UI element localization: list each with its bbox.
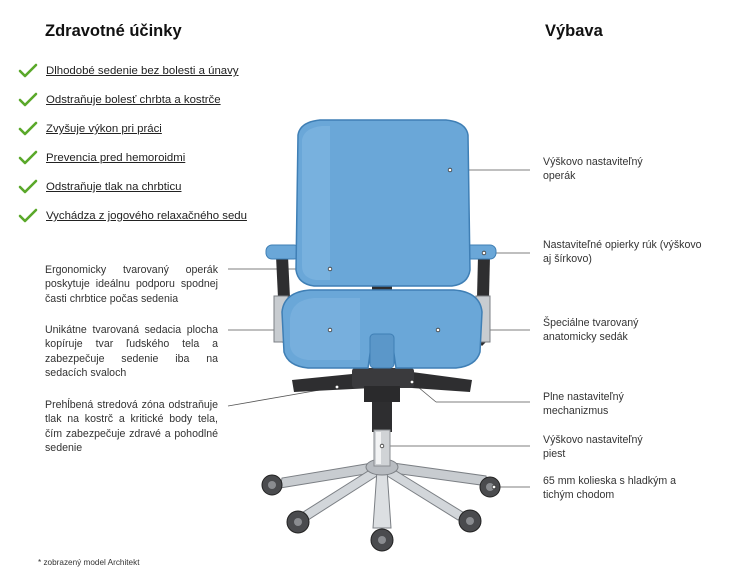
- benefit-link[interactable]: Prevencia pred hemoroidmi: [46, 152, 186, 164]
- benefit-link[interactable]: Odstraňuje tlak na chrbticu: [46, 181, 182, 193]
- feature-armrests: Nastaviteľné opierky rúk (výškovo aj šírkovo): [543, 239, 702, 266]
- feature-seat: Špeciálne tvarovaný anatomicky sedák: [543, 317, 639, 344]
- center-zone-description: Prehĺbená stredová zóna odstraňuje tlak na kostrč a kritické body tela, čím zabezpečuje zdravé a pohodlné sedenie: [45, 399, 218, 455]
- seat-description: Unikátne tvarovaná sedacia plocha kopíruje tvar ľudského tela a zabezpečuje sedenie iba na sedacích svaloch: [45, 324, 218, 380]
- chair-base: [262, 459, 500, 551]
- footnote: * zobrazený model Architekt: [38, 558, 140, 567]
- feature-mechanism: Plne nastaviteľný mechanizmus: [543, 391, 624, 418]
- equipment-heading: Výbava: [545, 22, 603, 40]
- backrest-description: Ergonomicky tvarovaný operák poskytuje ideálnu podporu spodnej časti chrbtice počas sedenia: [45, 264, 218, 305]
- benefit-link[interactable]: Dlhodobé sedenie bez bolesti a únavy: [46, 65, 239, 77]
- health-effects-heading: Zdravotné účinky: [45, 22, 182, 40]
- feature-piston: Výškovo nastaviteľný piest: [543, 434, 643, 461]
- benefit-link[interactable]: Zvyšuje výkon pri práci: [46, 123, 162, 135]
- mechanism: [292, 368, 472, 402]
- benefit-link[interactable]: Vychádza z jogového relaxačného sedu: [46, 210, 247, 222]
- benefit-link[interactable]: Odstraňuje bolesť chrbta a kostrče: [46, 94, 221, 106]
- feature-backrest-height: Výškovo nastaviteľný operák: [543, 156, 643, 183]
- gas-piston: [372, 400, 392, 466]
- feature-casters: 65 mm kolieska s hladkým a tichým chodom: [543, 475, 677, 502]
- seat-center-zone: [370, 334, 394, 368]
